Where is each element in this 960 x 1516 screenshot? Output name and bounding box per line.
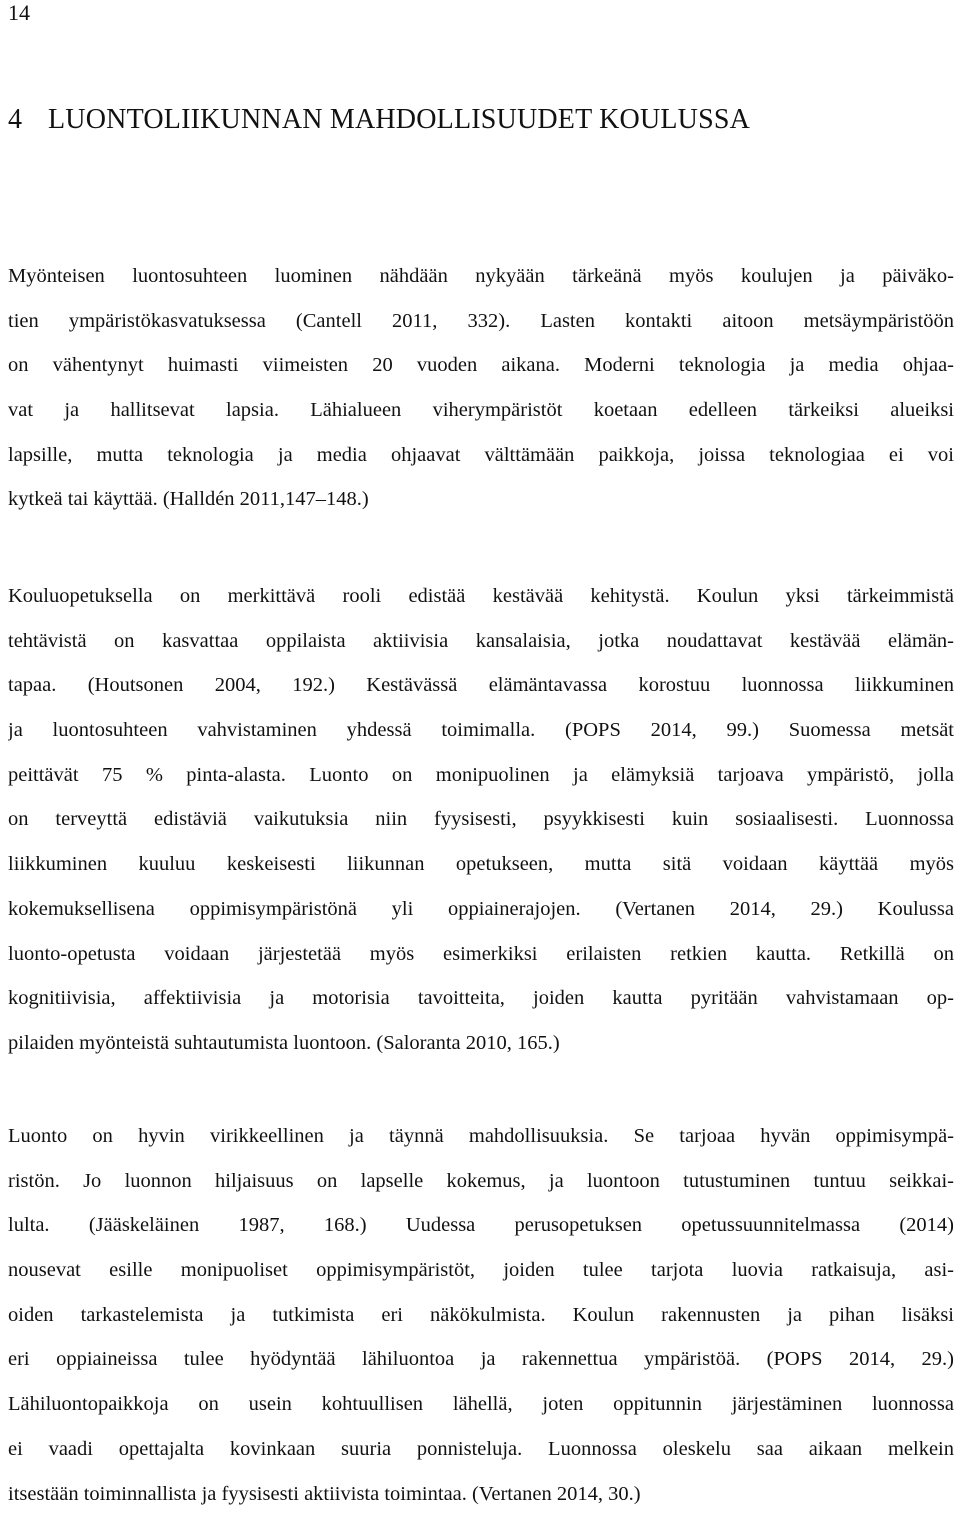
page-number: 14 (8, 0, 30, 26)
paragraph-line: Lähiluontopaikkoja on usein kohtuullisen lähellä, joten oppitunnin järjestäminen luonnossa (8, 1382, 954, 1427)
paragraph-3 (8, 1114, 954, 1516)
paragraph-line: tehtävistä on kasvattaa oppilaista aktiivisia kansalaisia, jotka noudattavat kestävää elämän- (8, 619, 954, 664)
paragraph-line: peittävät 75 % pinta-alasta. Luonto on monipuolinen ja elämyksiä tarjoava ympäristö, jolla (8, 753, 954, 798)
paragraph-line: kognitiivisia, affektiivisia ja motorisia tavoitteita, joiden kautta pyritään vahvistamaan op- (8, 976, 954, 1021)
chapter-heading (8, 102, 750, 138)
paragraph-line: lulta. (Jääskeläinen 1987, 168.) Uudessa perusopetuksen opetussuunnitelmassa (2014) (8, 1203, 954, 1248)
paragraph-line: on terveyttä edistäviä vaikutuksia niin fyysisesti, psyykkisesti kuin sosiaalisesti. Luonnossa (8, 797, 954, 842)
paragraph-line: Kouluopetuksella on merkittävä rooli edistää kestävää kehitystä. Koulun yksi tärkeimmistä (8, 574, 954, 619)
paragraph-line: kokemuksellisena oppimisympäristönä yli oppiainerajojen. (Vertanen 2014, 29.) Koulussa (8, 887, 954, 932)
paragraph-line: lapsille, mutta teknologia ja media ohjaavat välttämään paikkoja, joissa teknologiaa ei voi (8, 433, 954, 478)
paragraph-line: luonto-opetusta voidaan järjestetää myös esimerkiksi erilaisten retkien kautta. Retkillä on (8, 932, 954, 977)
paragraph-line: ei vaadi opettajalta kovinkaan suuria ponnisteluja. Luonnossa oleskelu saa aikaan melkein (8, 1427, 954, 1472)
paragraph-line: on vähentynyt huimasti viimeisten 20 vuoden aikana. Moderni teknologia ja media ohjaa- (8, 343, 954, 388)
paragraph-1 (8, 254, 954, 522)
paragraph-line: ristön. Jo luonnon hiljaisuus on lapselle kokemus, ja luontoon tutustuminen tuntuu seikkai- (8, 1159, 954, 1204)
paragraph-2 (8, 574, 954, 1066)
paragraph-line: tien ympäristökasvatuksessa (Cantell 2011, 332). Lasten kontakti aitoon metsäympäristöön (8, 299, 954, 344)
paragraph-line: itsestään toiminnallista ja fyysisesti aktiivista toimintaa. (Vertanen 2014, 30.) (8, 1472, 954, 1516)
chapter-number: 4 (8, 102, 48, 138)
paragraph-line: Luonto on hyvin virikkeellinen ja täynnä mahdollisuuksia. Se tarjoaa hyvän oppimisympä- (8, 1114, 954, 1159)
paragraph-line: eri oppiaineissa tulee hyödyntää lähiluontoa ja rakennettua ympäristöä. (POPS 2014, 29.) (8, 1337, 954, 1382)
chapter-title: LUONTOLIIKUNNAN MAHDOLLISUUDET KOULUSSA (48, 104, 750, 135)
paragraph-line: vat ja hallitsevat lapsia. Lähialueen viherympäristöt koetaan edelleen tärkeiksi alueiksi (8, 388, 954, 433)
paragraph-line: ja luontosuhteen vahvistaminen yhdessä toimimalla. (POPS 2014, 99.) Suomessa metsät (8, 708, 954, 753)
paragraph-line: kytkeä tai käyttää. (Halldén 2011,147–148.) (8, 477, 954, 522)
paragraph-line: tapaa. (Houtsonen 2004, 192.) Kestävässä elämäntavassa korostuu luonnossa liikkuminen (8, 663, 954, 708)
paragraph-line: liikkuminen kuuluu keskeisesti liikunnan opetukseen, mutta sitä voidaan käyttää myös (8, 842, 954, 887)
paragraph-line: oiden tarkastelemista ja tutkimista eri näkökulmista. Koulun rakennusten ja pihan lisäksi (8, 1293, 954, 1338)
paragraph-line: pilaiden myönteistä suhtautumista luontoon. (Saloranta 2010, 165.) (8, 1021, 954, 1066)
paragraph-line: nousevat esille monipuoliset oppimisympäristöt, joiden tulee tarjota luovia ratkaisuja, asi- (8, 1248, 954, 1293)
paragraph-line: Myönteisen luontosuhteen luominen nähdään nykyään tärkeänä myös koulujen ja päiväko- (8, 254, 954, 299)
